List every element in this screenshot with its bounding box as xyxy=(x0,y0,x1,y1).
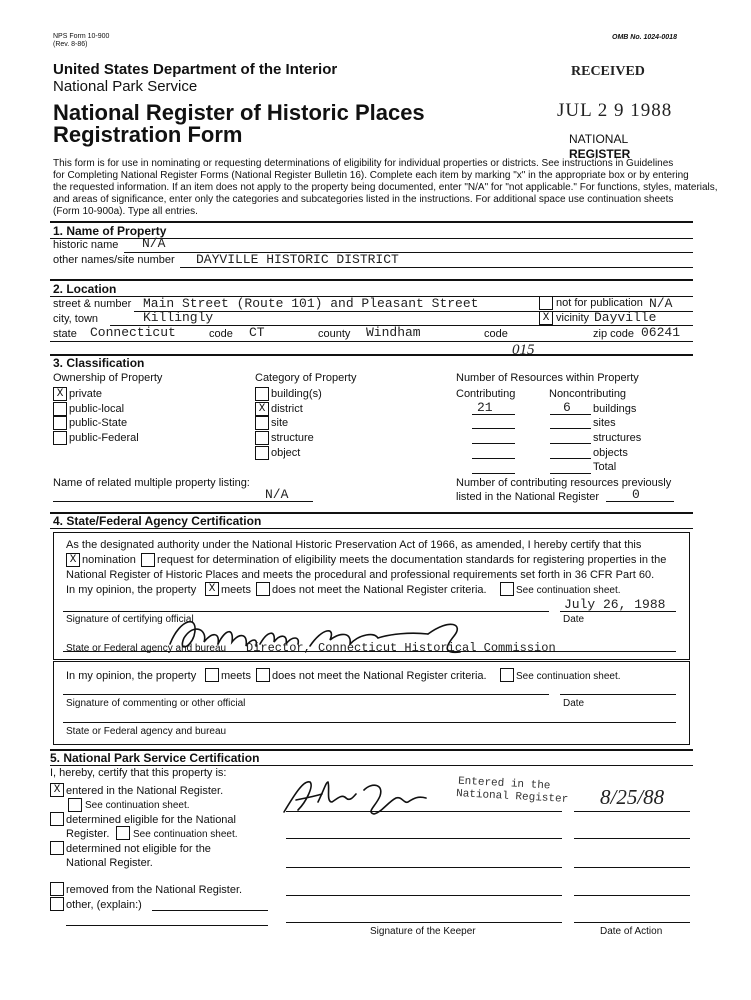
stamp-national: NATIONAL xyxy=(569,132,629,146)
rule xyxy=(574,867,690,868)
rule xyxy=(286,811,562,812)
site-label: site xyxy=(271,417,289,429)
rule xyxy=(550,443,591,444)
cert-paragraph-line-3: National Register of Historic Places and meets the procedural and professional requirements set forth in 36 CFR Part 60. xyxy=(66,569,655,581)
continuation-sheet-label: See continuation sheet. xyxy=(516,585,621,596)
public-federal-label: public-Federal xyxy=(69,432,139,444)
entered-stamp-line-1: Entered in the xyxy=(457,775,551,793)
intro-line-3: the requested information. If an item does not apply to the property being documented, enter "N/A" for "not applicable." For functions, styles, materials, xyxy=(53,182,718,193)
rule xyxy=(472,414,515,415)
continuation-sheet-checkbox-2[interactable] xyxy=(500,668,514,682)
entered-continuation-label: See continuation sheet. xyxy=(85,800,190,811)
entered-checkbox[interactable]: X xyxy=(50,783,64,797)
received-date: JUL 2 9 1988 xyxy=(557,100,673,121)
date-label: Date xyxy=(563,614,585,625)
meets-label-2: meets xyxy=(221,670,251,682)
other-names-value[interactable]: DAYVILLE HISTORIC DISTRICT xyxy=(196,252,399,267)
commenting-signature-label: Signature of commenting or other official xyxy=(66,698,246,709)
signature-label: Signature of certifying official xyxy=(66,614,194,625)
removed-label: removed from the National Register. xyxy=(66,884,243,896)
keeper-signature-label: Signature of the Keeper xyxy=(370,926,476,937)
section-3-rule xyxy=(50,354,693,356)
rule xyxy=(574,895,690,896)
vicinity-checkbox[interactable]: X xyxy=(539,311,553,325)
public-local-checkbox[interactable] xyxy=(53,402,67,416)
public-state-label: public-State xyxy=(69,417,128,429)
rule xyxy=(472,428,515,429)
rule xyxy=(574,811,690,812)
building-label: building(s) xyxy=(271,388,322,400)
entered-continuation-checkbox[interactable] xyxy=(68,798,82,812)
structure-checkbox[interactable] xyxy=(255,431,269,445)
rule xyxy=(606,501,674,502)
request-checkbox[interactable] xyxy=(141,553,155,567)
received-stamp: RECEIVED xyxy=(571,64,645,79)
county-label: county xyxy=(318,328,351,340)
rule xyxy=(286,922,562,923)
state-label: state xyxy=(53,328,77,340)
does-not-meet-checkbox[interactable] xyxy=(256,582,270,596)
total-label: Total xyxy=(593,461,617,473)
rule xyxy=(472,443,515,444)
determined-not-eligible-label: determined not eligible for the xyxy=(66,843,211,855)
historic-name-value[interactable]: N/A xyxy=(142,236,166,251)
cert-paragraph-line-2: request for determination of eligibility meets the documentation standards for registering properties in the xyxy=(157,554,667,566)
rule xyxy=(286,895,562,896)
entered-stamp-line-2: National Register xyxy=(455,788,569,806)
form-title: National Register of Historic Places xyxy=(53,100,425,125)
cert-paragraph-line-1: As the designated authority under the National Historic Preservation Act of 1966, as amended, I hereby certify that this xyxy=(66,539,642,551)
rule xyxy=(550,428,591,429)
section-5-heading: 5. National Park Service Certification xyxy=(50,751,260,765)
nomination-label: nomination xyxy=(82,554,136,566)
structures-label: structures xyxy=(593,432,642,444)
meets-checkbox[interactable]: X xyxy=(205,582,219,596)
street-value[interactable]: Main Street (Route 101) and Pleasant Street xyxy=(143,296,479,311)
determined-eligible-label: determined eligible for the National xyxy=(66,814,236,826)
category-heading: Category of Property xyxy=(255,372,357,384)
county-code-label: code xyxy=(484,328,508,340)
rule xyxy=(574,838,690,839)
state-value[interactable]: Connecticut xyxy=(90,325,176,340)
not-for-publication-checkbox[interactable] xyxy=(539,296,553,310)
street-label: street & number xyxy=(53,298,132,310)
continuation-sheet-label-2: See continuation sheet. xyxy=(516,671,621,682)
determined-not-eligible-checkbox[interactable] xyxy=(50,841,64,855)
keeper-signature xyxy=(276,772,456,820)
site-checkbox[interactable] xyxy=(255,416,269,430)
district-checkbox[interactable]: X xyxy=(255,402,269,416)
rule xyxy=(53,501,313,502)
other-names-label: other names/site number xyxy=(53,254,175,266)
form-number: NPS Form 10-900 xyxy=(53,33,110,40)
other-checkbox[interactable] xyxy=(50,897,64,911)
vicinity-label: vicinity xyxy=(556,312,590,324)
previous-listed-value[interactable]: 0 xyxy=(632,487,640,502)
county-value[interactable]: Windham xyxy=(366,325,421,340)
object-label: object xyxy=(271,447,301,459)
rule xyxy=(560,694,676,695)
rule xyxy=(50,341,693,342)
city-label: city, town xyxy=(53,313,99,325)
continuation-sheet-checkbox[interactable] xyxy=(500,582,514,596)
opinion-label-2: In my opinion, the property xyxy=(66,670,197,682)
noncontributing-heading: Noncontributing xyxy=(549,388,627,400)
resources-heading: Number of Resources within Property xyxy=(456,372,639,384)
related-listing-value[interactable]: N/A xyxy=(265,487,289,502)
historic-name-label: historic name xyxy=(53,239,119,251)
date-label-2: Date xyxy=(563,698,585,709)
omb-number: OMB No. 1024-0018 xyxy=(612,34,677,41)
rule xyxy=(50,528,693,529)
intro-line-5: (Form 10-900a). Type all entries. xyxy=(53,206,198,217)
zip-value[interactable]: 06241 xyxy=(641,325,681,340)
public-state-checkbox[interactable] xyxy=(53,416,67,430)
code-label: code xyxy=(209,328,233,340)
section-1-heading: 1. Name of Property xyxy=(53,224,167,238)
determined-not-eligible-label-2: National Register. xyxy=(66,857,153,869)
rule xyxy=(63,694,549,695)
ownership-heading: Ownership of Property xyxy=(53,372,163,384)
contributing-heading: Contributing xyxy=(456,388,516,400)
rule xyxy=(286,838,562,839)
agency-value[interactable]: Director, Connecticut Historical Commission xyxy=(246,641,556,655)
district-label: district xyxy=(271,403,303,415)
department-name: United States Department of the Interior xyxy=(53,61,338,78)
rule xyxy=(574,922,690,923)
rule xyxy=(472,458,515,459)
sites-label: sites xyxy=(593,417,616,429)
code-value[interactable]: CT xyxy=(249,325,265,340)
does-not-meet-label: does not meet the National Register criteria. xyxy=(272,584,487,596)
objects-label: objects xyxy=(593,447,628,459)
public-federal-checkbox[interactable] xyxy=(53,431,67,445)
rule xyxy=(550,414,591,415)
agency-label-2: State or Federal agency and bureau xyxy=(66,726,227,737)
rule xyxy=(550,458,591,459)
date-of-action-label: Date of Action xyxy=(600,926,663,937)
rule xyxy=(63,722,676,723)
eligible-continuation-label: See continuation sheet. xyxy=(133,829,238,840)
county-code-handwritten: 015 xyxy=(512,342,535,358)
noncontributing-buildings[interactable]: 6 xyxy=(563,400,571,415)
vicinity-value[interactable]: Dayville xyxy=(594,310,657,325)
structure-label: structure xyxy=(271,432,314,444)
previous-listed-label-1: Number of contributing resources previously xyxy=(456,477,672,489)
city-value[interactable]: Killingly xyxy=(143,310,214,325)
stamp-register: REGISTER xyxy=(569,147,631,161)
does-not-meet-checkbox-2[interactable] xyxy=(256,668,270,682)
section-3-heading: 3. Classification xyxy=(53,356,145,370)
nomination-checkbox[interactable]: X xyxy=(66,553,80,567)
section-2-rule xyxy=(50,279,693,281)
building-checkbox[interactable] xyxy=(255,387,269,401)
private-checkbox[interactable]: X xyxy=(53,387,67,401)
meets-checkbox-2[interactable] xyxy=(205,668,219,682)
opinion-label: In my opinion, the property xyxy=(66,584,197,596)
private-label: private xyxy=(69,388,103,400)
buildings-label: buildings xyxy=(593,403,637,415)
meets-label: meets xyxy=(221,584,251,596)
rule xyxy=(550,473,591,474)
zip-label: zip code xyxy=(593,328,634,340)
object-checkbox[interactable] xyxy=(255,446,269,460)
form-revision: (Rev. 8-86) xyxy=(53,41,88,48)
rule xyxy=(286,867,562,868)
rule xyxy=(152,910,268,911)
section-1-rule xyxy=(50,221,693,223)
public-local-label: public-local xyxy=(69,403,125,415)
entered-label: entered in the National Register. xyxy=(66,785,224,797)
agency-label: State or Federal agency and bureau xyxy=(66,643,227,654)
rule xyxy=(66,925,268,926)
rule xyxy=(560,611,676,612)
nps-intro: I, hereby, certify that this property is: xyxy=(50,767,227,779)
intro-line-1: This form is for use in nominating or requesting determinations of eligibility for individual properties or districts. See instructions in Guidelines xyxy=(53,158,674,169)
determined-eligible-checkbox[interactable] xyxy=(50,812,64,826)
certification-date-value[interactable]: July 26, 1988 xyxy=(564,597,666,612)
rule xyxy=(180,267,693,268)
previous-listed-label-2: listed in the National Register xyxy=(456,491,600,503)
removed-checkbox[interactable] xyxy=(50,882,64,896)
agency-name: National Park Service xyxy=(53,78,198,95)
intro-line-2: for Completing National Register Forms (National Register Bulletin 16). Complete each item by marking "x" in the appropriate box or by entering xyxy=(53,170,689,181)
does-not-meet-label-2: does not meet the National Register criteria. xyxy=(272,670,487,682)
form-subtitle: Registration Form xyxy=(53,122,243,147)
eligible-continuation-checkbox[interactable] xyxy=(116,826,130,840)
intro-line-4: and areas of significance, enter only the categories and subcategories listed in the instructions. For additional space use continuation sheets xyxy=(53,194,674,205)
action-date-value[interactable]: 8/25/88 xyxy=(600,785,665,809)
not-for-publication-label: not for publication xyxy=(556,297,643,309)
determined-eligible-label-2: Register. xyxy=(66,828,110,840)
section-2-heading: 2. Location xyxy=(53,282,117,296)
rule xyxy=(472,473,515,474)
related-listing-label: Name of related multiple property listing: xyxy=(53,477,250,489)
contributing-buildings[interactable]: 21 xyxy=(477,400,493,415)
not-for-publication-value[interactable]: N/A xyxy=(649,296,673,311)
other-label: other, (explain:) xyxy=(66,899,142,911)
rule xyxy=(50,765,693,766)
section-4-heading: 4. State/Federal Agency Certification xyxy=(53,514,262,528)
